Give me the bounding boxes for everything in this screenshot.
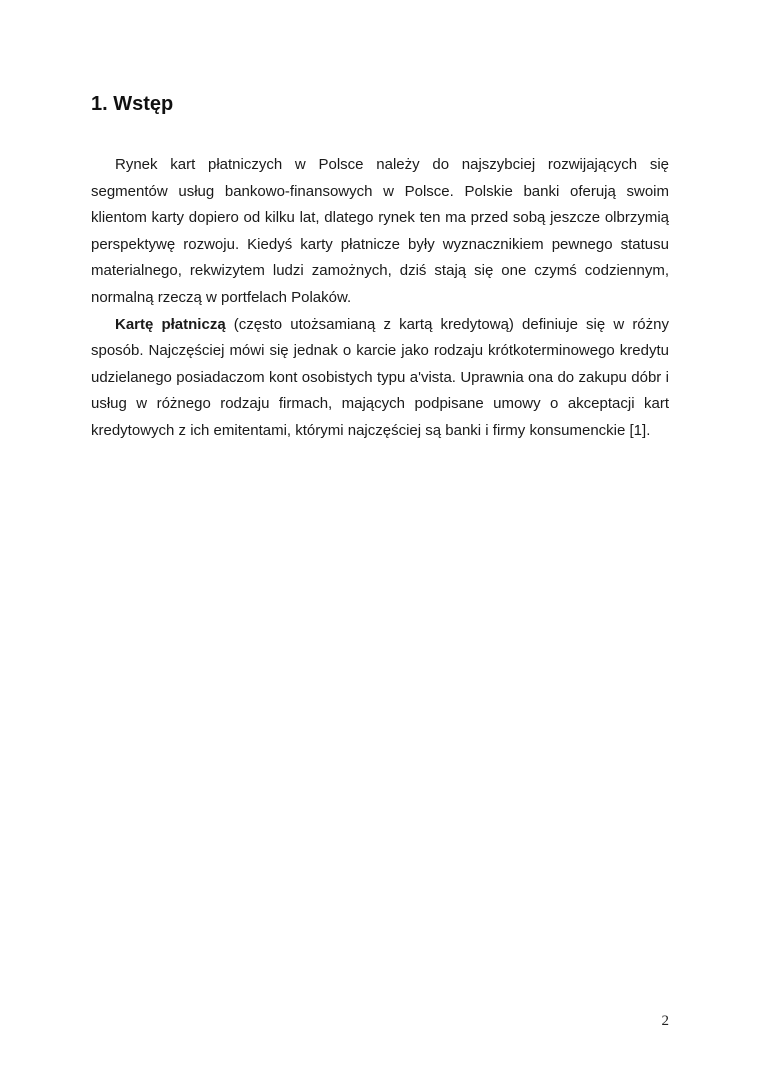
body-text — [91, 152, 669, 445]
section-heading: 1. Wstęp — [91, 93, 174, 115]
paragraph-2 — [91, 312, 669, 445]
paragraph-2-bold-term: Kartę płatniczą — [115, 315, 226, 333]
paragraph-2-text: (często utożsamianą z kartą kredytową) definiuje się w różny sposób. Najczęściej mówi się jednak o karcie jako rodzaju krótkoterminowego kredytu udzielanego posiadaczom kont osobistych typu a'vista. Uprawnia ona do zakupu dóbr i usług w różnego rodzaju firmach, mających podpisane umowy o akceptacji kart kredytowych z ich emitentami, którymi najczęściej są banki i firmy konsumenckie [1]. — [91, 315, 669, 439]
paragraph-1-text: Rynek kart płatniczych w Polsce należy do najszybciej rozwijających się segmentów usług bankowo-finansowych w Polsce. Polskie banki oferują swoim klientom karty dopiero od kilku lat, dlatego rynek ten ma przed sobą jeszcze olbrzymią perspektywę rozwoju. Kiedyś karty płatnicze były wyznacznikiem pewnego statusu materialnego, rekwizytem ludzi zamożnych, dziś stają się one czymś codziennym, normalną rzeczą w portfelach Polaków. — [91, 156, 669, 306]
page-number: 2 — [661, 1013, 669, 1029]
paragraph-1 — [91, 152, 669, 312]
